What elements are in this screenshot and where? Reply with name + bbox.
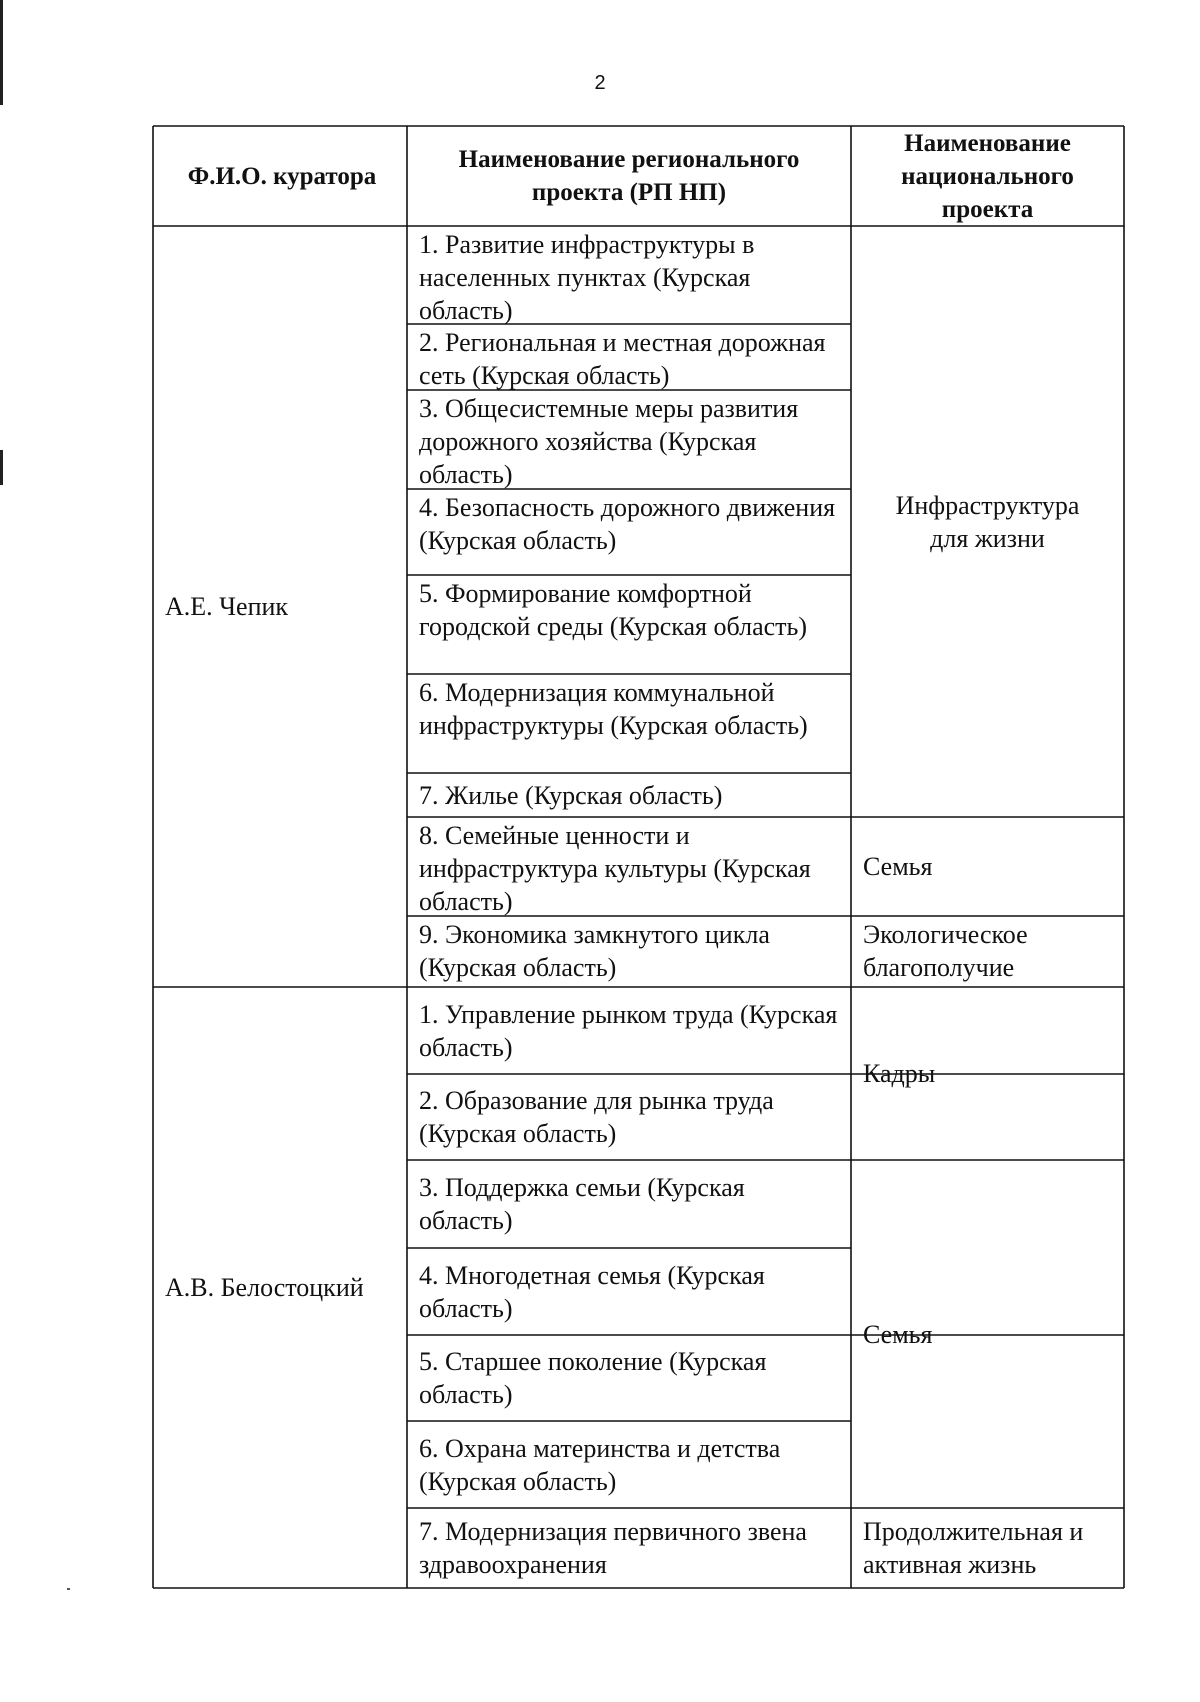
- regional-project-cell: 1. Развитие инфраструктуры в населенных пунктах (Курская область): [419, 230, 755, 325]
- national-project-cell: Семья: [863, 852, 933, 881]
- national-project-cell: Семья: [863, 1319, 933, 1349]
- header-curator: Ф.И.О. куратора: [187, 162, 377, 190]
- regional-project-cell: 8. Семейные ценности и инфраструктура культуры (Курская область): [419, 821, 811, 916]
- regional-project-cell: 3. Поддержка семьи (Курская область): [419, 1173, 745, 1235]
- regional-project-cell: 2. Региональная и местная дорожная сеть (Курская область): [419, 328, 826, 390]
- regional-project-cell: 1. Управление рынком труда (Курская область): [419, 999, 838, 1062]
- header-national-project: Наименование национального проекта: [901, 129, 1074, 223]
- regional-project-cell: 6. Модернизация коммунальной инфраструктуры (Курская область): [419, 678, 808, 740]
- regional-project-cell: 4. Безопасность дорожного движения (Курская область): [419, 493, 836, 555]
- regional-project-cell: 9. Экономика замкнутого цикла (Курская область): [419, 920, 770, 982]
- regional-project-cell: 5. Формирование комфортной городской среды (Курская область): [419, 579, 808, 641]
- regional-project-cell: 4. Многодетная семья (Курская область): [419, 1260, 765, 1323]
- regional-project-cell: 2. Образование для рынка труда (Курская область): [419, 1086, 774, 1148]
- national-project-cell: Инфраструктура для жизни: [895, 490, 1080, 553]
- regional-project-cell: 5. Старшее поколение (Курская область): [419, 1347, 767, 1409]
- curator-name: А.Е. Чепик: [165, 592, 289, 621]
- page-number: 2: [594, 72, 606, 94]
- regional-project-cell: 7. Жилье (Курская область): [419, 780, 723, 810]
- national-project-cell: Продолжительная и активная жизнь: [863, 1517, 1084, 1579]
- regional-project-cell: 3. Общесистемные меры развития дорожного хозяйства (Курская область): [419, 394, 799, 489]
- header-regional-project: Наименование регионального проекта (РП НП): [458, 146, 800, 206]
- national-project-cell: Кадры: [863, 1059, 936, 1088]
- regional-project-cell: 6. Охрана материнства и детства (Курская область): [419, 1433, 781, 1496]
- regional-project-cell: 7. Модернизация первичного звена здравоохранения: [419, 1517, 807, 1579]
- national-project-cell: Экологическое благополучие: [863, 920, 1028, 982]
- curator-name: А.В. Белостоцкий: [165, 1273, 364, 1302]
